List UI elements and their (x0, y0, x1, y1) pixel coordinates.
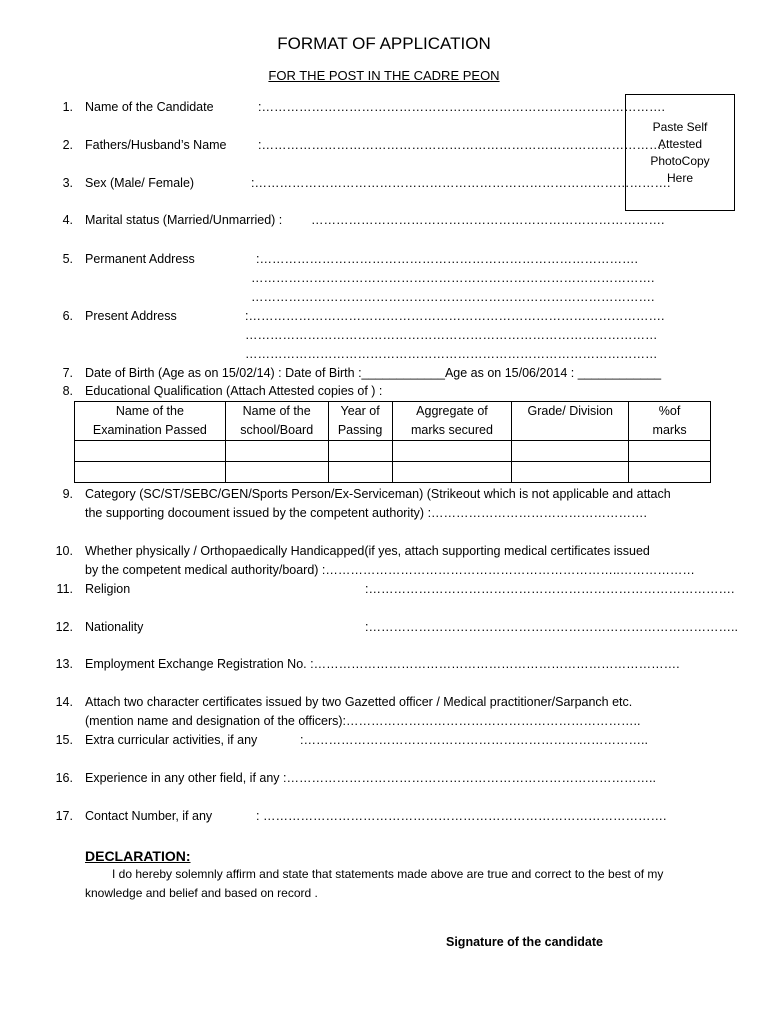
item-number: 4. (62, 213, 73, 227)
table-header-row (75, 402, 711, 441)
candidate-name-field[interactable]: :……………………………………………………………………………………. (258, 100, 665, 114)
table-cell[interactable] (225, 462, 328, 483)
item-number: 5. (62, 252, 73, 266)
present-address-label: Present Address (85, 309, 177, 323)
character-certificates-text: Attach two character certificates issued by two Gazetted officer / Medical practitioner/Sarpanch etc. (85, 695, 633, 709)
table-cell[interactable] (629, 462, 711, 483)
form-subtitle: FOR THE POST IN THE CADRE PEON (268, 68, 500, 83)
item-number: 10. (55, 544, 73, 558)
category-field[interactable]: the supporting docoument issued by the competent authority) :……………………………………………. (85, 506, 648, 520)
item-number: 13. (55, 657, 73, 671)
date-of-birth-row[interactable]: Date of Birth (Age as on 15/02/14) : Date of Birth :____________Age as on 15/06/2014 : ____________ (85, 366, 662, 380)
item-number: 2. (62, 138, 73, 152)
table-cell[interactable] (392, 462, 512, 483)
table-cell[interactable] (629, 441, 711, 462)
table-cell[interactable] (328, 441, 392, 462)
table-row (75, 462, 711, 483)
extra-curricular-label: Extra curricular activities, if any (85, 733, 258, 747)
contact-number-field[interactable]: : ……………………………………………………………………………………. (256, 809, 667, 823)
table-header: Grade/ Division (512, 402, 629, 441)
marital-status-field[interactable]: …………………………………………………………………………. (311, 213, 665, 227)
item-number: 11. (56, 582, 73, 596)
table-header: Name of the Examination Passed (75, 402, 226, 441)
table-cell[interactable] (225, 441, 328, 462)
permanent-address-field[interactable]: :………………………………………………………………………………. (256, 252, 638, 266)
item-number: 12. (55, 620, 73, 634)
education-label: Educational Qualification (Attach Attested copies of ) : (85, 384, 383, 398)
photo-box-line: Paste Self (652, 119, 708, 134)
religion-field[interactable]: :……………………………………………………………………………. (365, 582, 735, 596)
employment-exchange-field[interactable]: Employment Exchange Registration No. :……………………………………………………………………………. (85, 657, 680, 671)
photo-box-line: Attested (657, 136, 703, 151)
table-cell[interactable] (392, 441, 512, 462)
declaration-heading: DECLARATION: (85, 848, 191, 864)
item-number: 7. (62, 366, 73, 380)
form-title: FORMAT OF APPLICATION (277, 34, 491, 53)
table-header: Year of Passing (328, 402, 392, 441)
handicapped-field[interactable]: by the competent medical authority/board) :……………………………………………………………..……………… (85, 563, 695, 577)
table-cell[interactable] (328, 462, 392, 483)
handicapped-text: Whether physically / Orthopaedically Handicapped(if yes, attach supporting medical certificates issued (85, 544, 650, 558)
table-cell[interactable] (512, 462, 629, 483)
character-certificates-field[interactable]: (mention name and designation of the officers):…………………………………………………………….. (85, 714, 641, 728)
religion-label: Religion (85, 582, 131, 596)
table-cell[interactable] (512, 441, 629, 462)
item-number: 8. (62, 384, 73, 398)
signature-label: Signature of the candidate (446, 935, 603, 949)
permanent-address-label: Permanent Address (85, 252, 195, 266)
experience-field[interactable]: Experience in any other field, if any :…………………………………………………………………………….. (85, 771, 656, 785)
declaration-text: I do hereby solemnly affirm and state that statements made above are true and correct to the best of my knowledge and belief and based on record . (85, 867, 664, 900)
table-header: Aggregate of marks secured (392, 402, 512, 441)
nationality-label: Nationality (85, 620, 144, 634)
extra-curricular-field[interactable]: :……………………………………………………………………….. (300, 733, 648, 747)
education-table (74, 401, 711, 483)
sex-label: Sex (Male/ Female) (85, 176, 195, 190)
table-header: Name of the school/Board (225, 402, 328, 441)
item-number: 17. (55, 809, 73, 823)
sex-field[interactable]: :………………………………………………………………………………………. (251, 176, 671, 190)
marital-status-label: Marital status (Married/Unmarried) : (85, 213, 283, 227)
photo-box-line: PhotoCopy (650, 153, 710, 168)
table-row (75, 441, 711, 462)
contact-number-label: Contact Number, if any (85, 809, 213, 823)
item-number: 6. (62, 309, 73, 323)
item-number: 3. (62, 176, 73, 190)
nationality-field[interactable]: :…………………………………………………………………………….. (365, 620, 738, 634)
permanent-address-field[interactable]: ……………………………………………………………………………………. (251, 290, 655, 304)
photo-box-line: Here (666, 170, 693, 185)
father-name-label: Fathers/Husband’s Name (85, 138, 227, 152)
category-text: Category (SC/ST/SEBC/GEN/Sports Person/Ex-Serviceman) (Strikeout which is not applicable and attach (85, 487, 671, 501)
item-number: 16. (55, 771, 73, 785)
item-number: 14. (55, 695, 73, 709)
item-number: 15. (55, 733, 73, 747)
item-number: 9. (62, 487, 73, 501)
father-name-field[interactable]: :……………………………………………………………………………………. (258, 138, 665, 152)
candidate-name-label: Name of the Candidate (85, 100, 214, 114)
table-header: %of marks (629, 402, 711, 441)
table-cell[interactable] (75, 441, 226, 462)
table-cell[interactable] (75, 462, 226, 483)
item-number: 1. (62, 100, 73, 114)
present-address-field[interactable]: :………………………………………………………………………………………. (245, 309, 665, 323)
permanent-address-field[interactable]: ……………………………………………………………………………………. (251, 271, 655, 285)
present-address-field[interactable]: ……………………………………………………………………………………… (245, 328, 658, 342)
present-address-field[interactable]: ……………………………………………………………………………………… (245, 347, 658, 361)
